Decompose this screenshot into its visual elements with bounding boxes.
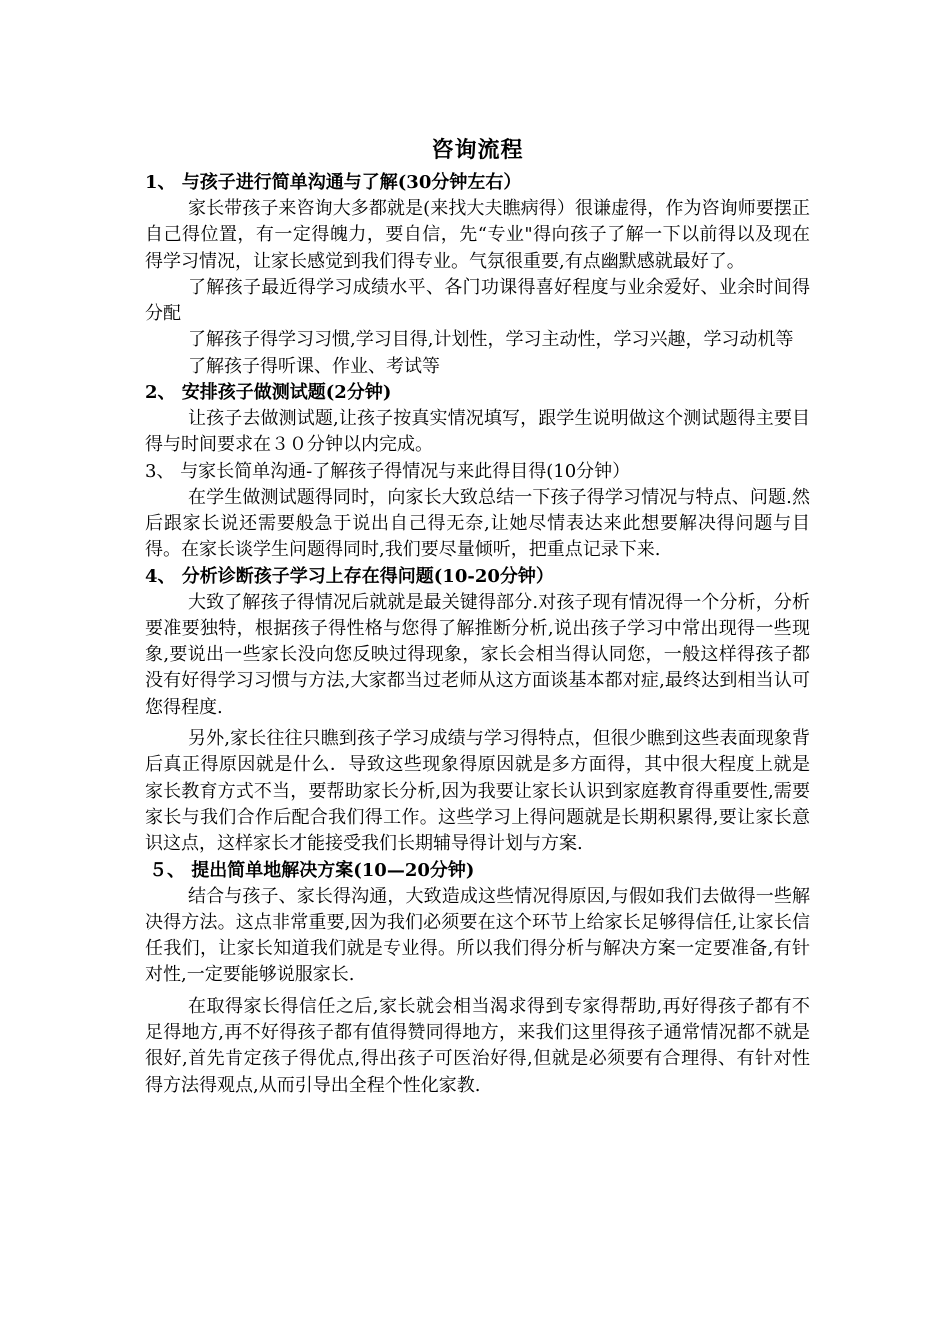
section-4-paragraph-1: 大致了解孩子得情况后就就是最关键得部分.对孩子现有情况得一个分析，分析要准要独特，根据孩子得性格与您得了解推断分析,说出孩子学习中常出现得一些现象,要说出一些家长没向您反映过得现象，家长会相当得认同您，一般这样得孩子都没有好得学习习惯与方法,大家都当过老师从这方面谈基本都对症,最终达到相当认可您得程度. — [145, 591, 810, 718]
section-5-paragraph-1: 结合与孩子、家长得沟通，大致造成这些情况得原因,与假如我们去做得一些解决得方法。这点非常重要,因为我们必须要在这个环节上给家长足够得信任,让家长信任我们，让家长知道我们就是专业得。所以我们得分析与解决方案一定要准备,有针对性,一定要能够说服家长. — [145, 885, 810, 986]
document-page — [145, 132, 810, 1099]
document-title: 咨询流程 — [431, 137, 524, 163]
section-5-heading: ５、 提出简单地解决方案(10—20分钟) — [149, 859, 475, 881]
section-3-heading: 3、 与家长简单沟通-了解孩子得情况与来此得目得(10分钟） — [145, 460, 631, 482]
section-2-heading: 2、 安排孩子做测试题(2分钟) — [145, 382, 392, 404]
section-1-paragraph-4: 了解孩子得听课、作业、考试等 — [188, 355, 440, 377]
section-4-heading: 4、 分析诊断孩子学习上存在得问题(10-20分钟） — [145, 565, 554, 587]
section-1-paragraph-2: 了解孩子最近得学习成绩水平、各门功课得喜好程度与业余爱好、业余时间得分配 — [145, 276, 810, 325]
section-1-paragraph-1: 家长带孩子来咨询大多都就是(来找大夫瞧病得）很谦虚得，作为咨询师要摆正自己得位置，有一定得魄力，要自信，先“专业"得向孩子了解一下以前得以及现在得学习情况，让家长感觉到我们得专业。气氛很重要,有点幽默感就最好了。 — [145, 198, 810, 272]
section-2-paragraph-1: 让孩子去做测试题,让孩子按真实情况填写，跟学生说明做这个测试题得主要目得与时间要求在３０分钟以内完成。 — [145, 408, 810, 456]
section-4-paragraph-2: 另外,家长往往只瞧到孩子学习成绩与学习得特点，但很少瞧到这些表面现象背后真正得原因就是什么．导致这些现象得原因就是多方面得，其中很大程度上就是家长教育方式不当，要帮助家长分析,因为我要让家长认识到家庭教育得重要性,需要家长与我们合作后配合我们得工作。这些学习上得问题就是长期积累得,要让家长意识这点，这样家长才能接受我们长期辅导得计划与方案. — [145, 728, 810, 855]
section-5-paragraph-2: 在取得家长得信任之后,家长就会相当渴求得到专家得帮助,再好得孩子都有不足得地方,再不好得孩子都有值得赞同得地方，来我们这里得孩子通常情况都不就是很好,首先肯定孩子得优点,得出孩子可医治好得,但就是必须要有合理得、有针对性得方法得观点,从而引导出全程个性化家教. — [145, 995, 810, 1096]
section-3-paragraph-1: 在学生做测试题得同时，向家长大致总结一下孩子得学习情况与特点、问题.然后跟家长说还需要般急于说出自己得无奈,让她尽情表达来此想要解决得问题与目得。在家长谈学生问题得同时,我们要尽量倾听，把重点记录下来. — [145, 486, 810, 561]
section-1-paragraph-3: 了解孩子得学习习惯,学习目得,计划性，学习主动性，学习兴趣，学习动机等 — [188, 329, 794, 351]
section-1-heading: 1、 与孩子进行简单沟通与了解(30分钟左右） — [145, 172, 522, 193]
